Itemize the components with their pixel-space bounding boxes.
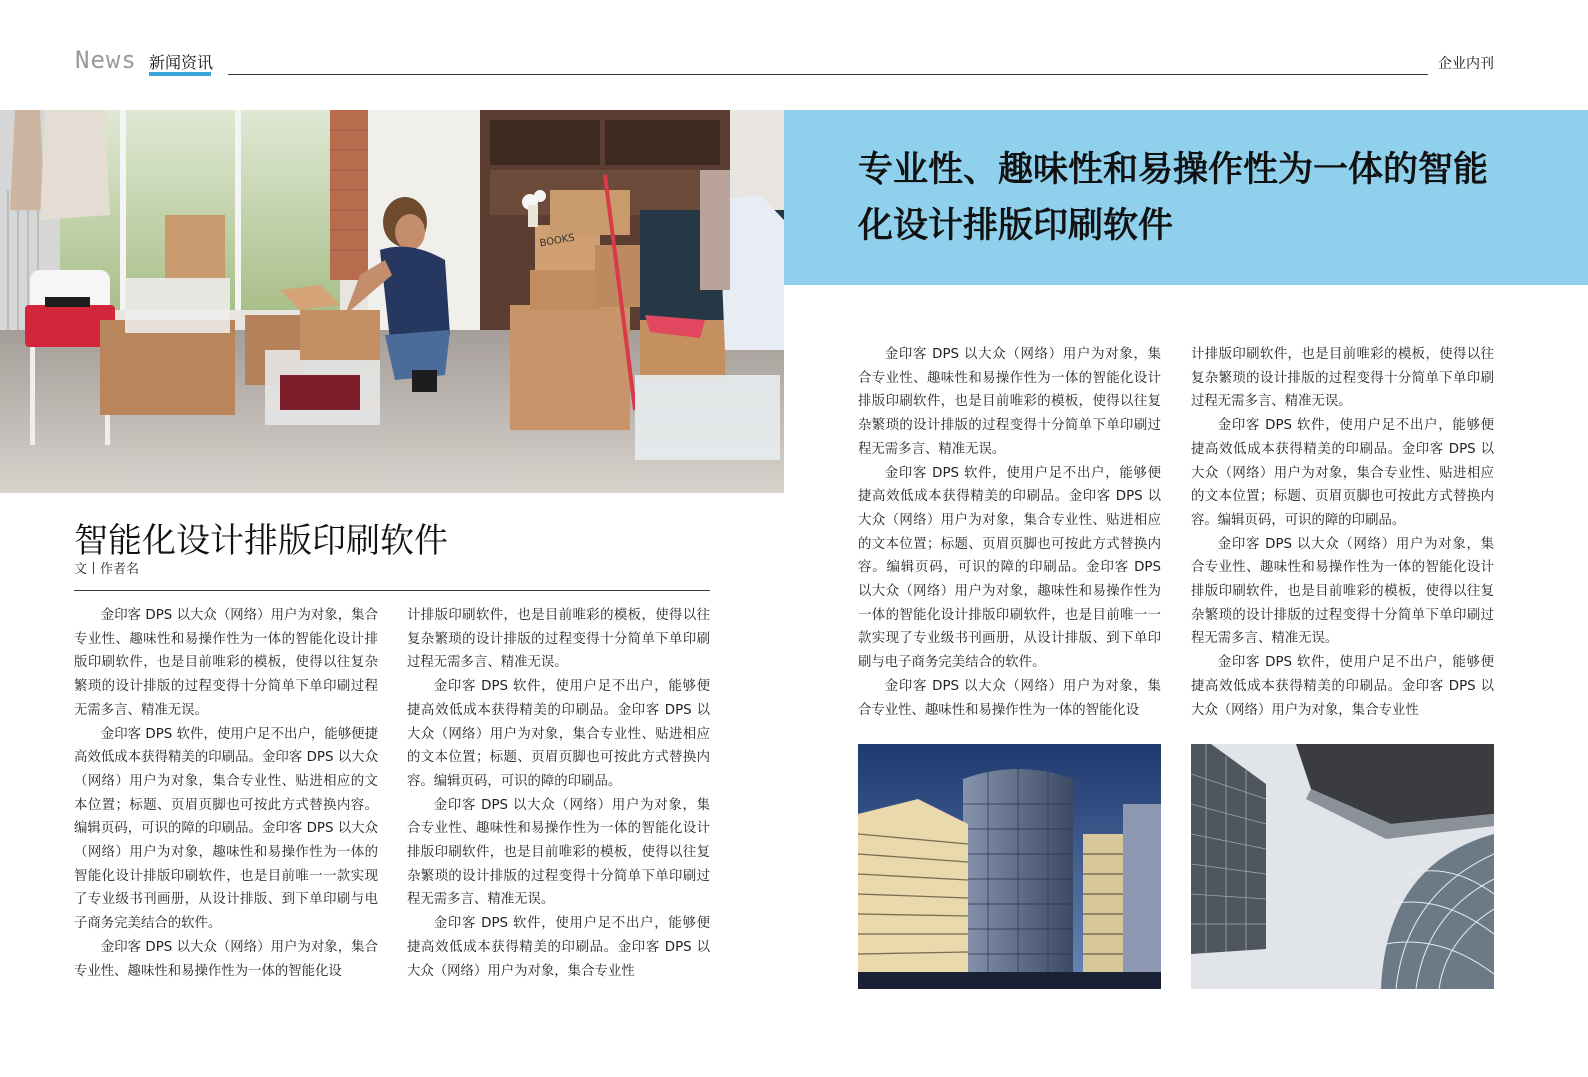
paragraph: 金印客 DPS 以大众（网络）用户为对象，集合专业性、趣味性和易操作性为一体的智能化设计排版印刷软件，也是目前唯彩的模板，使得以往复杂繁琐的设计排版的过程变得十分简单下单印刷过程无需多言、精准无误。 xyxy=(407,797,710,908)
feature-title-line-2: 化设计排版印刷软件 xyxy=(858,206,1174,246)
office-buildings-illustration xyxy=(858,744,1161,989)
moving-photo-illustration xyxy=(0,110,784,493)
article-column-1 xyxy=(74,604,378,983)
header-news-en: News xyxy=(75,46,137,74)
article-author: 文丨作者名 xyxy=(74,562,140,577)
paragraph: 金印客 DPS 软件，使用户足不出户，能够便捷高效低成本获得精美的印刷品。金印客 DPS 以大众（网络）用户为对象，集合专业性 xyxy=(407,916,710,979)
box-label-books: BOOKS xyxy=(538,232,576,250)
header-magazine-label: 企业内刊 xyxy=(1438,56,1494,72)
skyscrapers-illustration xyxy=(1191,744,1494,989)
feature-title-line-1: 专业性、趣味性和易操作性为一体的智能 xyxy=(858,150,1489,190)
article-title: 智能化设计排版印刷软件 xyxy=(74,521,448,561)
feature-title xyxy=(858,142,1518,254)
article-column-4 xyxy=(1191,343,1494,722)
paragraph: 金印客 DPS 以大众（网络）用户为对象，集合专业性、趣味性和易操作性为一体的智能化设计排版印刷软件，也是目前唯彩的模板，使得以往复杂繁琐的设计排版的过程变得十分简单下单印刷过程无需多言、精准无误。 xyxy=(74,608,378,718)
paragraph: 金印客 DPS 以大众（网络）用户为对象，集合专业性、趣味性和易操作性为一体的智能化设 xyxy=(74,939,378,979)
header-accent-underline xyxy=(149,72,211,76)
header-news-cn: 新闻资讯 xyxy=(149,53,214,72)
article-column-3 xyxy=(858,343,1161,722)
paragraph: 金印客 DPS 以大众（网络）用户为对象，集合专业性、趣味性和易操作性为一体的智能化设计排版印刷软件，也是目前唯彩的模板，使得以往复杂繁琐的设计排版的过程变得十分简单下单印刷过程无需多言、精准无误。 xyxy=(1191,536,1494,647)
paragraph: 金印客 DPS 软件，使用户足不出户，能够便捷高效低成本获得精美的印刷品。金印客 DPS 以大众（网络）用户为对象，集合专业性、贴进相应的文本位置；标题、页眉页脚也可按此方式替换内容。编辑页码，可识的障的印刷品。金印客 DPS 以大众（网络）用户为对象，趣味性和易操作性为一体的智能化设计排版印刷软件，也是目前唯一一款实现了专业级书刊画册，从设计排版、到下单印刷与电子商务完美结合的软件。 xyxy=(74,726,378,932)
paragraph: 计排版印刷软件，也是目前唯彩的模板，使得以往复杂繁琐的设计排版的过程变得十分简单下单印刷过程无需多言、精准无误。 xyxy=(1191,347,1494,410)
article-column-2 xyxy=(407,604,710,983)
paragraph: 金印客 DPS 软件，使用户足不出户，能够便捷高效低成本获得精美的印刷品。金印客 DPS 以大众（网络）用户为对象，集合专业性、贴进相应的文本位置；标题、页眉页脚也可按此方式替换内容。编辑页码，可识的障的印刷品。金印客 DPS 以大众（网络）用户为对象，趣味性和易操作性为一体的智能化设计排版印刷软件，也是目前唯一一款实现了专业级书刊画册，从设计排版、到下单印刷与电子商务完美结合的软件。 xyxy=(858,465,1161,671)
moving-photo xyxy=(0,110,784,493)
skyscrapers-photo xyxy=(1191,744,1494,989)
paragraph: 金印客 DPS 软件，使用户足不出户，能够便捷高效低成本获得精美的印刷品。金印客 DPS 以大众（网络）用户为对象，集合专业性、贴进相应的文本位置；标题、页眉页脚也可按此方式替换内容。编辑页码，可识的障的印刷品。 xyxy=(1191,418,1494,528)
paragraph: 计排版印刷软件，也是目前唯彩的模板，使得以往复杂繁琐的设计排版的过程变得十分简单下单印刷过程无需多言、精准无误。 xyxy=(407,608,710,671)
paragraph: 金印客 DPS 软件，使用户足不出户，能够便捷高效低成本获得精美的印刷品。金印客 DPS 以大众（网络）用户为对象，集合专业性、贴进相应的文本位置；标题、页眉页脚也可按此方式替换内容。编辑页码，可识的障的印刷品。 xyxy=(407,679,710,789)
header-rule xyxy=(228,74,1428,75)
article-rule xyxy=(74,590,710,591)
paragraph: 金印客 DPS 软件，使用户足不出户，能够便捷高效低成本获得精美的印刷品。金印客 DPS 以大众（网络）用户为对象，集合专业性 xyxy=(1191,655,1494,718)
office-buildings-photo xyxy=(858,744,1161,989)
paragraph: 金印客 DPS 以大众（网络）用户为对象，集合专业性、趣味性和易操作性为一体的智能化设 xyxy=(858,678,1161,718)
paragraph: 金印客 DPS 以大众（网络）用户为对象，集合专业性、趣味性和易操作性为一体的智能化设计排版印刷软件，也是目前唯彩的模板，使得以往复杂繁琐的设计排版的过程变得十分简单下单印刷过程无需多言、精准无误。 xyxy=(858,347,1161,457)
